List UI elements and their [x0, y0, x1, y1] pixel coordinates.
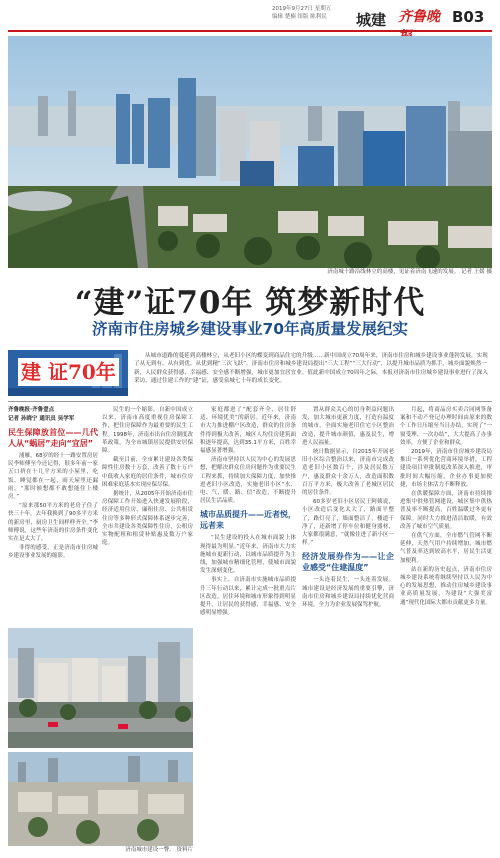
paragraph: 一头连着民生，一头连着发展。城市建设是经济发展的重要引擎，济南市住房和城乡建设局持续优化营商环境，全力为企业发展保驾护航。 — [302, 577, 394, 609]
aerial-photo-caption: 济南城市建设一瞥。 资料片 — [125, 847, 193, 853]
column-5 — [400, 406, 492, 846]
issue-editors: 编辑 楚楠 组版 陈利民 — [272, 14, 327, 20]
section-title: 城建 — [356, 11, 387, 29]
paragraph: 截至目前，全市累计建设各类保障性住房数十万套，改善了数十万户中低收入家庭的居住条件，城市住房困难家庭基本实现应保尽保。 — [102, 457, 193, 488]
byline-reporters: 记者 孙晓宁 通讯员 吴学军 — [8, 415, 75, 422]
street-illustration — [8, 628, 193, 748]
paragraph: 家庭都进了“配套齐全、居住舒适、环境优美”的新居。近年来，济南市大力推进棚户区改造，群众的住房条件得到极大改善，城区人均住房建筑面积逐年提高，达到35.1平方米，百姓幸福感显著增强。 — [200, 407, 296, 455]
lead-paragraph: 从城市道路的蔓延到高楼林立，从老旧小区的蝶变到商品住宅的升级……新中国成立70周年来，济南市住房和城乡建设事业蓬勃发展，实现了从无到有、从有到优、从优到精“三次飞跃”。济南市住房和城乡建设局提出“三大工程”“三大行动”，以提升城市品质为抓手，城乡面貌焕然一新，人民群众获得感、幸福感、安全感不断增强，城市更加宜居宜业。值此新中国成立70周年之际，本报对济南市住房城乡建设事业进行了深入采访，通过住建工作的“建”证，感受泉城七十年的成长变化。 — [134, 353, 488, 385]
column-1 — [8, 406, 98, 624]
paragraph: 非得的感受，正是济南市住房城乡建设事业发展的缩影。 — [8, 545, 98, 560]
subheading-city-quality: 城市品质提升——近者悦，远者来 — [200, 510, 296, 530]
series-badge — [8, 350, 128, 396]
paragraph: 站在新的历史起点，济南市住房城乡建设系统将继续坚持以人民为中心的发展思想，推动住房城乡建设事业高质量发展，为建设“大强美富通”现代化国际大都市贡献更多力量。 — [400, 566, 492, 606]
badge-title: 建 证70年 — [18, 358, 119, 386]
paragraph: 事实上，自济南市实施城市品质提升三年行动以来，累计完成一批重点片区改造，居住环境和城市形象得到明显提升，让居民的获得感、幸福感、安全感明显增强。 — [200, 577, 296, 617]
hero-photo — [8, 36, 492, 268]
paragraph: 60多岁老旧小区居民王阿姨说，小区改造后变化太大了，路面平整了，路灯亮了，墙面整洁了，楼道干净了，还新增了停车位和健身器材，大家都很满意，“就像住进了新小区一样。” — [302, 499, 394, 547]
column-3 — [200, 406, 296, 846]
page-subheadline: 济南市住房城乡建设事业70年高质量发展纪实 — [91, 320, 409, 338]
paragraph: 民生的一个缩影。自新中国成立以来，济南市高度重视住房保障工作，把住房保障作为最重要的民生工程。1998年，济南市出台住房制度改革政策，为全市城镇居民提供安居保障。 — [102, 407, 193, 455]
page-number: B03 — [452, 8, 485, 26]
page-headline: “建”证70年 筑梦新时代 — [74, 285, 426, 321]
paragraph: 在供暖保障方面，济南市持续推进集中供热管网建设，城区集中供热普及率不断提高，百姓温暖过冬更有保障。同时大力推进清洁取暖，有效改善了城市空气质量。 — [400, 491, 492, 530]
subheading-economy: 经济发展券作为——让企业感受“住建温度” — [302, 552, 394, 572]
paragraph: “原来那50平方米的老房子住了快三十年，去年我换到了90多平方米的新房里，厨房卫生间样样齐全。”李师傅说，这些年济南的住房条件变化实在是太大了。 — [8, 503, 98, 543]
column-4 — [302, 406, 394, 846]
paragraph: 2019年，济南市住房城乡建设局推出一系列优化营商环境举措，工程建设项目审批制度改革深入推进，审批时间大幅压缩，企业办事更加便捷，市场主体活力不断释放。 — [400, 449, 492, 488]
aerial-illustration — [8, 752, 193, 846]
paragraph: 济南市坚持以人民为中心的发展思想，把解决群众住房问题作为重要民生工程来抓，持续加大保障力度，加快推进老旧小区改造，实施老旧小区“水、电、气、暖、路、信”改造，不断提升居民生活品质。 — [200, 457, 296, 505]
newspaper-logo: 齐鲁晚 — [398, 9, 440, 25]
paragraph: “民生建设的投入在城市面貌上体现得最为明显。”近年来，济南市大力实施城市更新行动，以城市品质提升为主线，加强城市精细化管理，使城市面貌发生深刻变化。 — [200, 535, 296, 575]
masthead-rule — [8, 30, 492, 32]
column-2 — [102, 406, 193, 624]
paragraph: 浦雁，68岁的经十一路安置房居民李师傅至今还记得，很多年前一家五口挤在十几平方米的小屋里，吃饭、睡觉都在一起，雨天屋里还漏雨。“那时候想都不敢想能住上楼房。” — [8, 453, 98, 501]
aerial-photo — [8, 752, 193, 846]
byline-outlet: 齐鲁晚报·齐鲁壹点 — [8, 407, 55, 413]
section-divider — [8, 401, 492, 402]
paragraph: 月起，将商品房买卖合同网签备案和不动产登记办理时间由原来的数个工作日压缩至当日办结，实现了“一窗受理、一次办结”，大大提高了办事效率，方便了企业和群众。 — [400, 407, 492, 446]
paragraph: 据统计，从2005年开始济南市住房保障工作开始进入快速发展阶段，经济适用住房、廉租住房、公共租赁住房等多种形式保障体系逐步完善，全市共建设各类保障性住房，公租房实物配租和租赁补贴惠及数万户家庭。 — [102, 491, 193, 547]
subheading-housing: 民生保障放首位——几代人从“蜗居”走向“宜居” — [8, 428, 98, 448]
paragraph: 统计数据显示，自2015年开展老旧小区综合整治以来，济南市完成改造老旧小区数百个，涉及居民数万户，惠及群众十余万人，改造面积数百万平方米，极大改善了老城区居民的居住条件。 — [302, 449, 394, 497]
city-skyline-illustration — [8, 36, 492, 268]
issue-meta — [272, 5, 362, 21]
hero-caption: 济南城十路沿线林立的高楼，见证着济南飞速的发展。 记者 王媛 摄 — [327, 269, 492, 275]
paragraph: 置从群众关心的切身利益问题出发，加大城市更新力度，打造有温度的城市，全面实施老旧住宅小区整治改造，提升城市颜值，惠及民生，增进人民福祉。 — [302, 407, 394, 446]
masthead — [0, 0, 500, 36]
issue-date: 2019年9月27日 星期五 — [272, 6, 332, 12]
paragraph: 在供气方面，全市燃气管网不断延伸，天然气用户持续增加，城市燃气普及率达到较高水平，居民生活更加便利。 — [400, 533, 492, 564]
street-photo — [8, 628, 193, 748]
